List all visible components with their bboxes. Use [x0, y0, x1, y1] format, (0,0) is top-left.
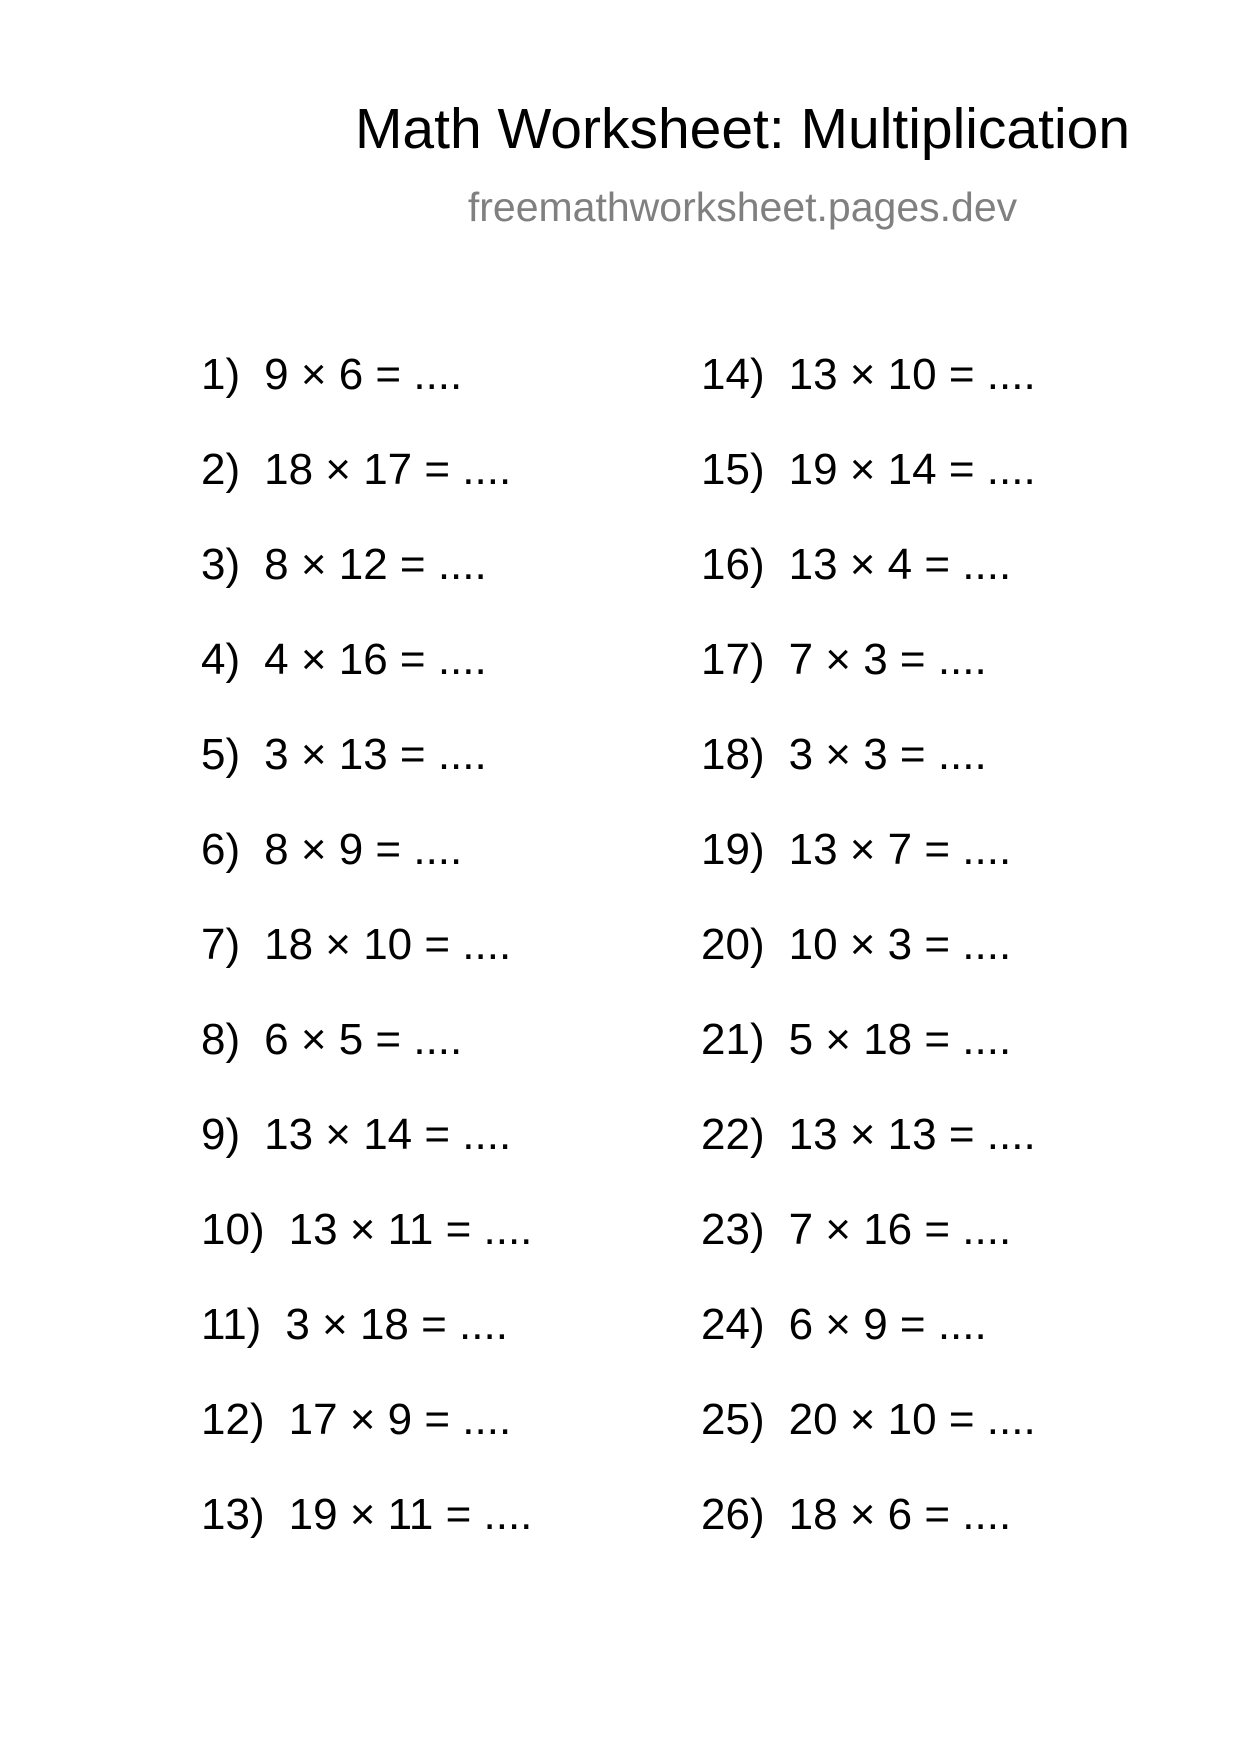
- problem-expression: 3 × 13 = ....: [264, 730, 487, 779]
- problem-item: [201, 730, 532, 825]
- problem-expression: 3 × 18 = ....: [285, 1300, 508, 1349]
- problem-item: [701, 825, 1036, 920]
- problem-expression: 19 × 14 = ....: [788, 445, 1036, 494]
- problem-item: [701, 1015, 1036, 1110]
- problem-item: [201, 445, 532, 540]
- problem-expression: 19 × 11 = ....: [288, 1490, 533, 1539]
- problem-column-left: [201, 350, 532, 1585]
- problem-number: 14): [701, 350, 765, 399]
- problem-number: 3): [201, 540, 241, 589]
- problem-number: 26): [701, 1490, 765, 1539]
- problem-expression: 13 × 7 = ....: [788, 825, 1012, 874]
- problem-item: [201, 1300, 532, 1395]
- problem-number: 19): [701, 825, 765, 874]
- problem-expression: 13 × 10 = ....: [788, 350, 1036, 399]
- problem-expression: 13 × 4 = ....: [788, 540, 1012, 589]
- problem-item: [201, 1490, 532, 1585]
- problem-item: [201, 350, 532, 445]
- problem-expression: 17 × 9 = ....: [288, 1395, 512, 1444]
- problem-item: [201, 920, 532, 1015]
- problem-number: 22): [701, 1110, 765, 1159]
- problem-item: [201, 635, 532, 730]
- problem-expression: 8 × 9 = ....: [264, 825, 463, 874]
- problem-item: [701, 635, 1036, 730]
- problem-expression: 7 × 16 = ....: [788, 1205, 1012, 1254]
- problem-item: [701, 540, 1036, 635]
- problem-number: 9): [201, 1110, 241, 1159]
- problem-expression: 9 × 6 = ....: [264, 350, 463, 399]
- problem-number: 2): [201, 445, 241, 494]
- problem-item: [701, 445, 1036, 540]
- problem-item: [701, 1300, 1036, 1395]
- problem-expression: 20 × 10 = ....: [788, 1395, 1036, 1444]
- problem-number: 25): [701, 1395, 765, 1444]
- problem-item: [701, 350, 1036, 445]
- problem-number: 20): [701, 920, 765, 969]
- problem-number: 6): [201, 825, 241, 874]
- problem-expression: 18 × 6 = ....: [788, 1490, 1012, 1539]
- problem-number: 21): [701, 1015, 765, 1064]
- problem-number: 18): [701, 730, 765, 779]
- problem-item: [201, 1110, 532, 1205]
- problem-number: 11): [201, 1300, 262, 1349]
- problem-number: 4): [201, 635, 241, 684]
- problem-expression: 18 × 10 = ....: [264, 920, 512, 969]
- problem-number: 12): [201, 1395, 265, 1444]
- problem-expression: 18 × 17 = ....: [264, 445, 512, 494]
- problem-number: 24): [701, 1300, 765, 1349]
- problem-number: 13): [201, 1490, 265, 1539]
- problem-number: 5): [201, 730, 241, 779]
- problem-number: 10): [201, 1205, 265, 1254]
- problem-number: 1): [201, 350, 241, 399]
- problem-item: [701, 920, 1036, 1015]
- problem-expression: 10 × 3 = ....: [788, 920, 1012, 969]
- problem-item: [701, 1110, 1036, 1205]
- problem-expression: 13 × 13 = ....: [788, 1110, 1036, 1159]
- problem-number: 8): [201, 1015, 241, 1064]
- problem-expression: 5 × 18 = ....: [788, 1015, 1012, 1064]
- problem-column-right: [701, 350, 1036, 1585]
- problem-expression: 6 × 5 = ....: [264, 1015, 463, 1064]
- page-title: Math Worksheet: Multiplication: [354, 97, 1131, 161]
- problem-expression: 7 × 3 = ....: [788, 635, 987, 684]
- problem-item: [201, 1395, 532, 1490]
- problem-expression: 13 × 11 = ....: [288, 1205, 533, 1254]
- problem-number: 16): [701, 540, 765, 589]
- problem-item: [701, 1395, 1036, 1490]
- site-url: freemathworksheet.pages.dev: [467, 184, 1018, 230]
- problem-expression: 3 × 3 = ....: [788, 730, 987, 779]
- problem-item: [201, 540, 532, 635]
- problem-number: 23): [701, 1205, 765, 1254]
- problem-expression: 13 × 14 = ....: [264, 1110, 512, 1159]
- problem-item: [701, 1205, 1036, 1300]
- problem-item: [701, 730, 1036, 825]
- problem-number: 7): [201, 920, 241, 969]
- problem-item: [201, 1205, 532, 1300]
- problem-number: 17): [701, 635, 765, 684]
- problem-number: 15): [701, 445, 765, 494]
- problem-item: [201, 825, 532, 920]
- problem-expression: 6 × 9 = ....: [788, 1300, 987, 1349]
- problem-expression: 8 × 12 = ....: [264, 540, 487, 589]
- problem-item: [701, 1490, 1036, 1585]
- problem-expression: 4 × 16 = ....: [264, 635, 487, 684]
- problem-item: [201, 1015, 532, 1110]
